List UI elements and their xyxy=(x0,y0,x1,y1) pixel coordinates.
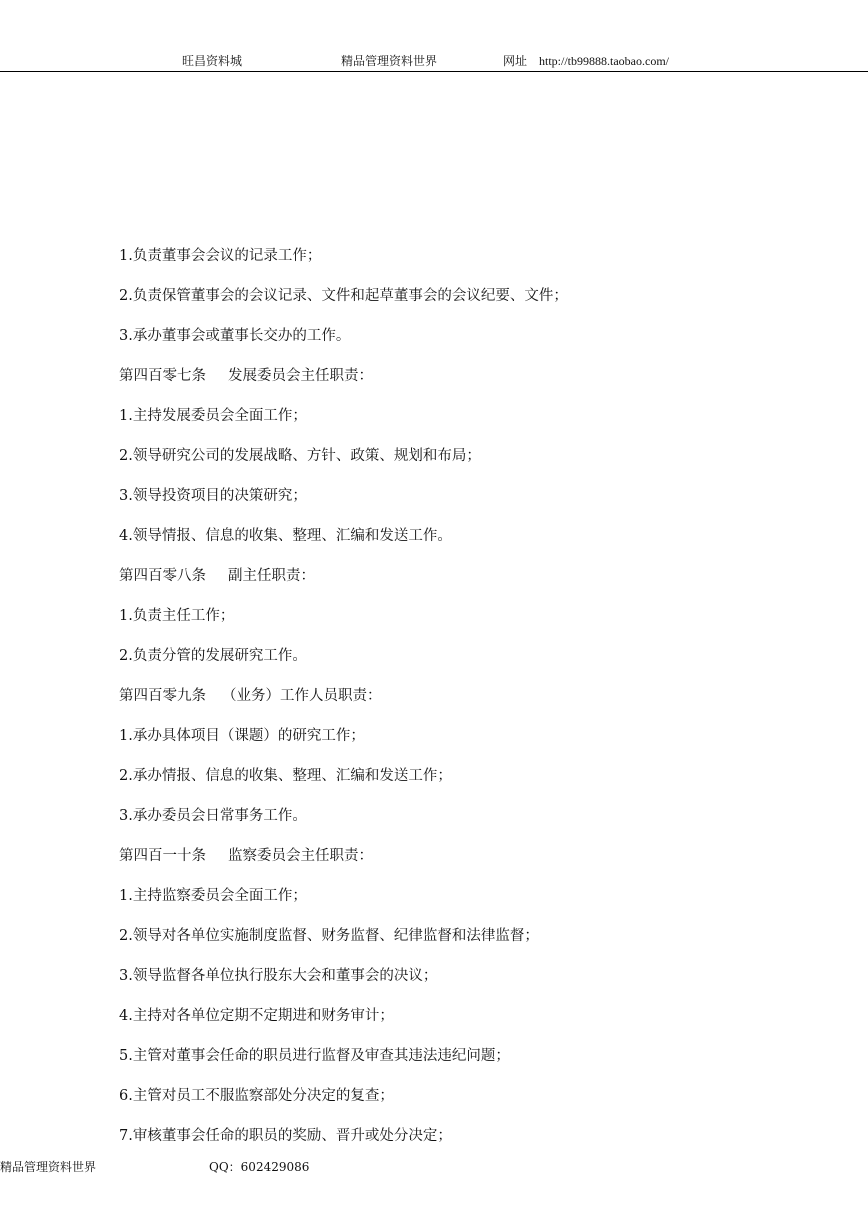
paragraph: 3.承办董事会或董事长交办的工作。 xyxy=(119,328,351,344)
article-heading xyxy=(119,564,839,604)
paragraph: 1.主持发展委员会全面工作； xyxy=(119,408,307,424)
paragraph: 4.领导情报、信息的收集、整理、汇编和发送工作。 xyxy=(119,528,452,544)
article-number: 第四百零九条 xyxy=(119,688,206,704)
header-url-label: 网址 xyxy=(503,54,528,68)
paragraph: 4.主持对各单位定期不定期进和财务审计； xyxy=(119,1008,394,1024)
paragraph: 2.负责保管董事会的会议记录、文件和起草董事会的会议纪要、文件； xyxy=(119,288,568,304)
paragraph: 2.领导研究公司的发展战略、方针、政策、规划和布局； xyxy=(119,448,481,464)
article-title: 发展委员会主任职责： xyxy=(228,368,373,384)
article-number: 第四百零七条 xyxy=(119,368,206,384)
article-title: 监察委员会主任职责： xyxy=(228,848,373,864)
paragraph: 1.负责主任工作； xyxy=(119,608,235,624)
header-site-name: 旺昌资料城 xyxy=(182,54,243,68)
paragraph: 2.负责分管的发展研究工作。 xyxy=(119,648,307,664)
paragraph: 3.领导投资项目的决策研究； xyxy=(119,488,307,504)
paragraph: 3.领导监督各单位执行股东大会和董事会的决议； xyxy=(119,968,438,984)
document-body xyxy=(119,244,839,1164)
article-title: （业务）工作人员职责： xyxy=(222,688,382,704)
article-heading xyxy=(119,844,839,884)
article-number: 第四百零八条 xyxy=(119,568,206,584)
article-heading xyxy=(119,364,839,404)
page-footer xyxy=(0,1159,868,1179)
article-number: 第四百一十条 xyxy=(119,848,206,864)
paragraph: 2.领导对各单位实施制度监督、财务监督、纪律监督和法律监督； xyxy=(119,928,539,944)
header-url-group xyxy=(503,53,669,69)
paragraph: 3.承办委员会日常事务工作。 xyxy=(119,808,307,824)
paragraph: 6.主管对员工不服监察部处分决定的复查； xyxy=(119,1088,394,1104)
footer-qq: QQ：602429086 xyxy=(209,1160,310,1174)
header-slogan: 精品管理资料世界 xyxy=(341,54,438,68)
paragraph: 2.承办情报、信息的收集、整理、汇编和发送工作； xyxy=(119,768,452,784)
article-title: 副主任职责： xyxy=(228,568,315,584)
paragraph: 1.承办具体项目（课题）的研究工作； xyxy=(119,728,365,744)
paragraph: 5.主管对董事会任命的职员进行监督及审查其违法违纪问题； xyxy=(119,1048,510,1064)
paragraph: 1.负责董事会会议的记录工作； xyxy=(119,248,322,264)
paragraph: 7.审核董事会任命的职员的奖励、晋升或处分决定； xyxy=(119,1128,452,1144)
paragraph: 1.主持监察委员会全面工作； xyxy=(119,888,307,904)
article-heading xyxy=(119,684,839,724)
page-header xyxy=(0,0,868,72)
footer-brand: 精品管理资料世界 xyxy=(0,1160,97,1174)
header-url[interactable]: http://tb99888.taobao.com/ xyxy=(539,54,669,68)
